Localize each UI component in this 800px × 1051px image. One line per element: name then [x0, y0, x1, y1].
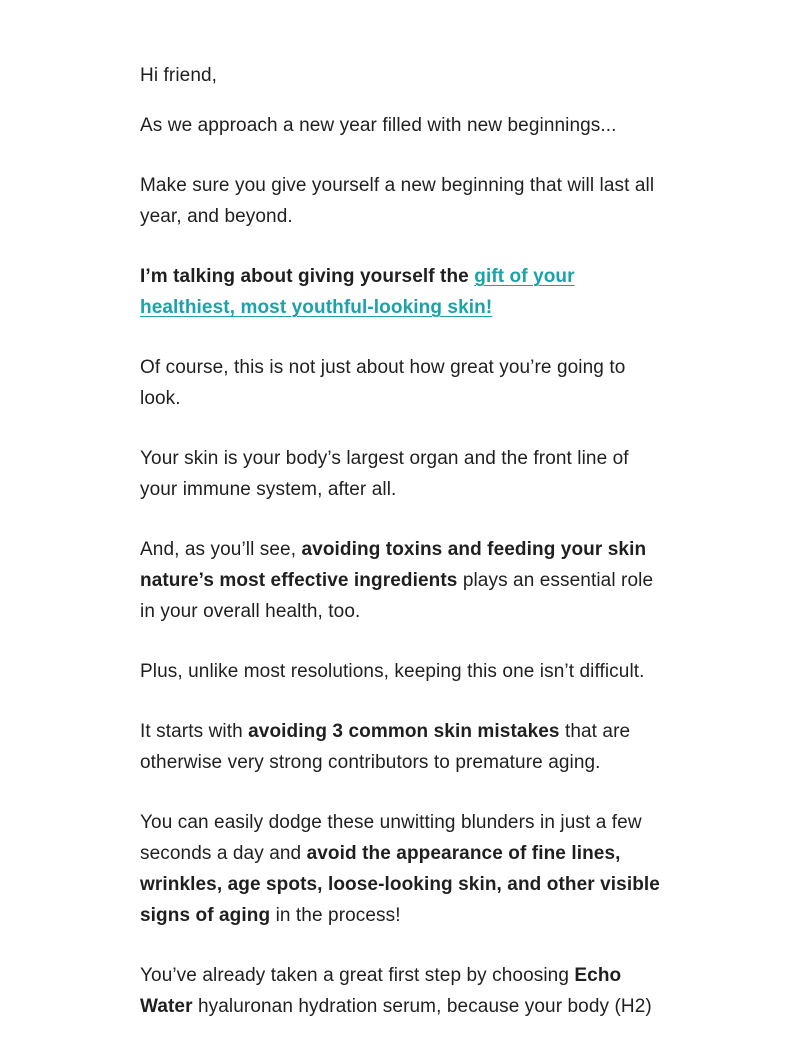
toxins-pre-text: And, as you’ll see, [140, 539, 302, 560]
gift-bold-text: I’m talking about giving yourself the [140, 266, 475, 287]
first-step-pre-text: You’ve already taken a great first step by choosing [140, 965, 575, 986]
paragraph-first-step [140, 960, 665, 1022]
paragraph-skin-mistakes [140, 716, 665, 778]
email-body [140, 60, 665, 1051]
paragraph-resolutions: Plus, unlike most resolutions, keeping this one isn’t difficult. [140, 661, 645, 682]
paragraph-look: Of course, this is not just about how great you’re going to look. [140, 357, 626, 409]
paragraph-toxins [140, 534, 665, 627]
first-step-post-text: hyaluronan hydration serum, because your body (H2) [192, 996, 652, 1017]
paragraph-gift [140, 261, 665, 323]
blunders-bold-text: avoid the appearance of fine lines, wrinkles, age spots, loose-looking skin, and other visible signs of aging [140, 843, 660, 926]
mistakes-bold-text: avoiding 3 common skin mistakes [248, 721, 560, 742]
toxins-bold-text: avoiding toxins and feeding your skin nature’s most effective ingredients [140, 539, 647, 591]
intro-paragraph: As we approach a new year filled with new beginnings... [140, 115, 617, 136]
gift-link[interactable]: gift of your healthiest, most youthful-looking skin! [140, 266, 575, 318]
paragraph-new-beginning: Make sure you give yourself a new beginning that will last all year, and beyond. [140, 175, 655, 227]
mistakes-post-text: that are otherwise very strong contributors to premature aging. [140, 721, 631, 773]
mistakes-pre-text: It starts with [140, 721, 249, 742]
toxins-post-text: plays an essential role in your overall health, too. [140, 570, 654, 622]
first-step-bold-text: Echo Water [140, 965, 622, 1017]
blunders-pre-text: You can easily dodge these unwitting blunders in just a few seconds a day and [140, 812, 642, 864]
blunders-post-text: in the process! [270, 905, 401, 926]
paragraph-largest-organ: Your skin is your body’s largest organ and the front line of your immune system, after all. [140, 448, 629, 500]
paragraph-dodge-blunders [140, 807, 665, 931]
greeting: Hi friend, [140, 65, 218, 86]
